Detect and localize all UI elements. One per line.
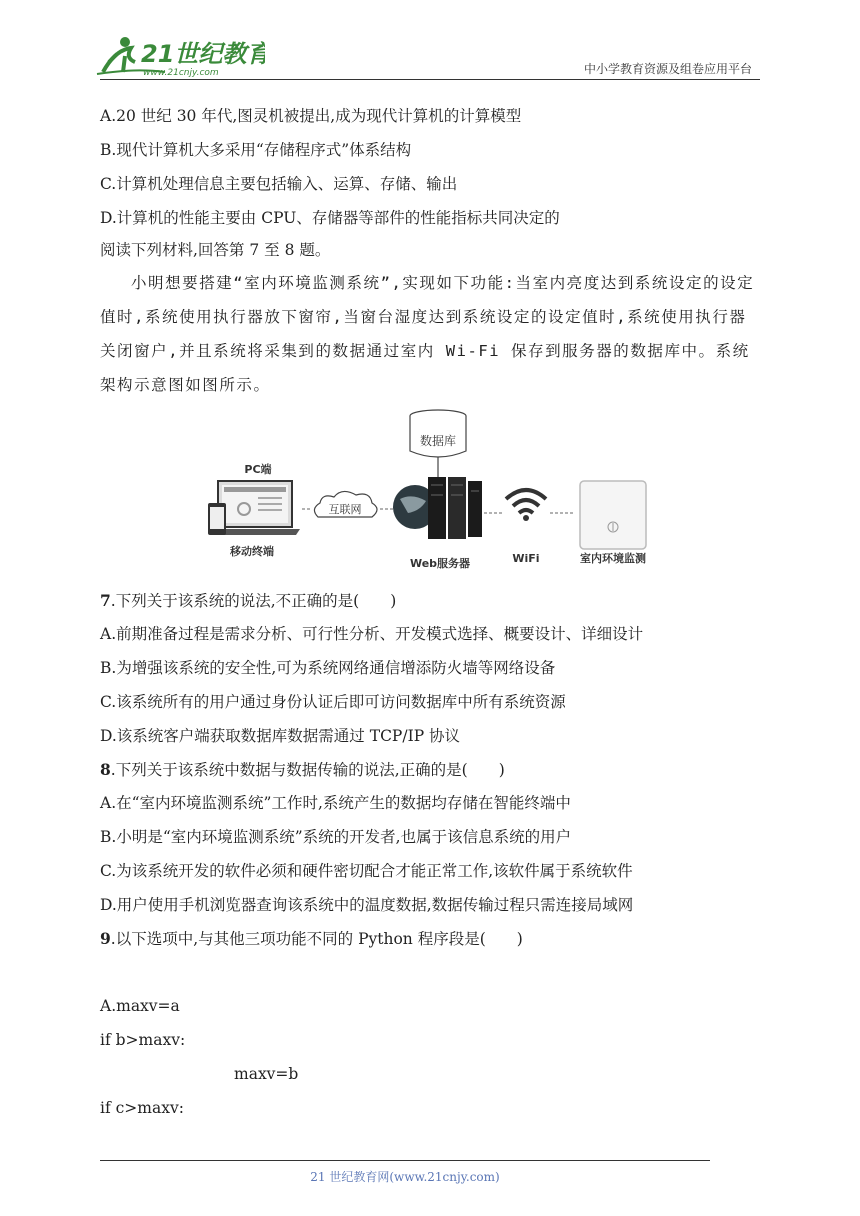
reading-intro: 阅读下列材料,回答第 7 至 8 题。 <box>100 241 331 259</box>
indoor-monitor-label: 室内环境监测 <box>580 552 646 565</box>
web-server-label: Web服务器 <box>409 557 471 570</box>
site-logo <box>95 32 265 80</box>
question-8-text: .下列关于该系统中数据与数据传输的说法,正确的是( ) <box>110 761 505 779</box>
pc-label: PC端 <box>244 463 272 476</box>
question-9-number: 9 <box>100 929 111 948</box>
code-line-3: maxv=b <box>234 1065 299 1083</box>
internet-label: 互联网 <box>328 503 362 516</box>
prev-option-d: D.计算机的性能主要由 CPU、存储器等部件的性能指标共同决定的 <box>100 209 560 227</box>
mobile-icon <box>208 503 226 535</box>
header-divider <box>100 79 760 80</box>
code-line-2: if b>maxv: <box>100 1031 186 1049</box>
prev-option-a: A.20 世纪 30 年代,图灵机被提出,成为现代计算机的计算模型 <box>100 107 522 125</box>
footer-divider <box>100 1160 710 1161</box>
question-7-option-c: C.该系统所有的用户通过身份认证后即可访问数据库中所有系统资源 <box>100 693 566 711</box>
footer-link[interactable]: 21 世纪教育网(www.21cnjy.com) <box>310 1170 500 1184</box>
database-label: 数据库 <box>419 434 457 448</box>
prev-option-c: C.计算机处理信息主要包括输入、运算、存储、输出 <box>100 175 458 193</box>
prev-option-b: B.现代计算机大多采用“存储程序式”体系结构 <box>100 141 412 159</box>
code-line-4: if c>maxv: <box>100 1099 184 1117</box>
web-server-icon <box>393 477 482 539</box>
question-7-text: .下列关于该系统的说法,不正确的是( ) <box>110 592 397 610</box>
question-8-option-b: B.小明是“室内环境监测系统”系统的开发者,也属于该信息系统的用户 <box>100 828 572 846</box>
question-7-option-a: A.前期准备过程是需求分析、可行性分析、开发模式选择、概要设计、详细设计 <box>100 625 644 643</box>
question-8-option-c: C.为该系统开发的软件必须和硬件密切配合才能正常工作,该软件属于系统软件 <box>100 862 633 880</box>
question-9-text: .以下选项中,与其他三项功能不同的 Python 程序段是( ) <box>110 930 523 948</box>
indoor-monitor-icon <box>580 481 646 549</box>
question-8-option-d: D.用户使用手机浏览器查询该系统中的温度数据,数据传输过程只需连接局域网 <box>100 896 634 914</box>
question-8-stem <box>100 760 505 780</box>
question-9-stem <box>100 929 523 949</box>
platform-name: 中小学教育资源及组卷应用平台 <box>583 62 752 76</box>
question-7-option-d: D.该系统客户端获取数据库数据需通过 TCP/IP 协议 <box>100 727 461 745</box>
system-architecture-figure <box>200 405 670 575</box>
logo-graphic <box>95 32 265 80</box>
question-7-option-b: B.为增强该系统的安全性,可为系统网络通信增添防火墙等网络设备 <box>100 659 556 677</box>
logo-url: www.21cnjy.com <box>143 68 219 78</box>
mobile-label: 移动终端 <box>230 545 274 558</box>
material-paragraph: 小明想要搭建“室内环境监测系统”,实现如下功能:当室内亮度达到系统设定的设定值时,系统使用执行器放下窗帘,当窗台湿度达到系统设定的设定值时,系统使用执行器关闭窗户,并且系统将采集到的数据通过室内 Wi-Fi 保存到服务器的数据库中。系统架构示意图如图所示。 <box>100 274 755 394</box>
code-line-1: A.maxv=a <box>100 997 180 1015</box>
question-8-number: 8 <box>100 760 111 779</box>
logo-text: 21世纪教育 <box>141 40 265 68</box>
question-7-stem <box>100 591 396 611</box>
question-7-number: 7 <box>100 591 111 610</box>
wifi-label: WiFi <box>512 552 540 565</box>
wifi-icon <box>506 490 546 521</box>
question-8-option-a: A.在“室内环境监测系统”工作时,系统产生的数据均存储在智能终端中 <box>100 794 571 812</box>
